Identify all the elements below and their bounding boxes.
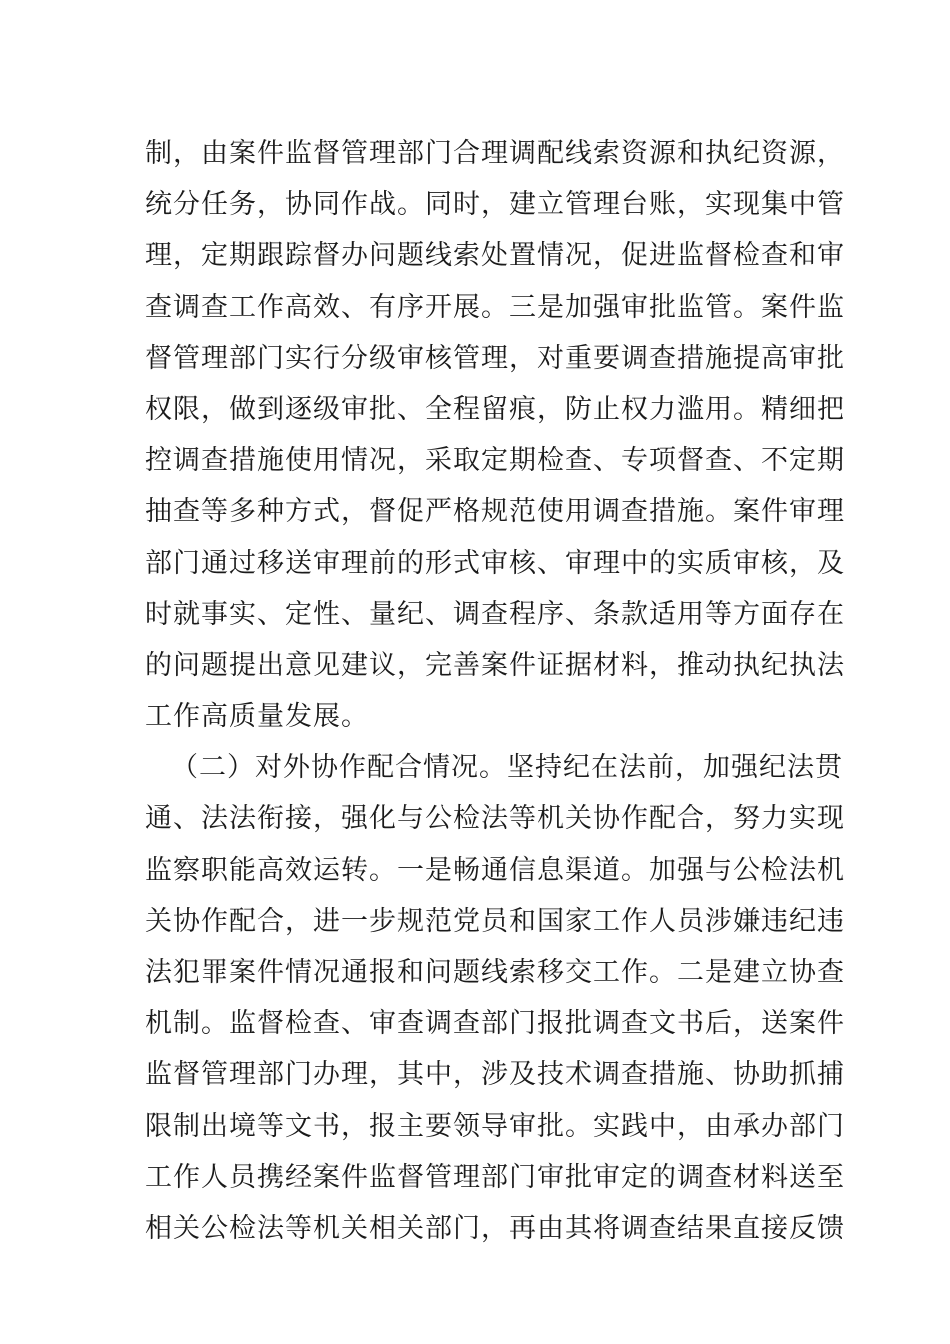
text-line: 法犯罪案件情况通报和问题线索移交工作。二是建立协查 xyxy=(145,957,845,988)
paragraph-start-line: （二）对外协作配合情况。坚持纪在法前，加强纪法贯 xyxy=(171,752,843,784)
text-line: 通、法法衔接，强化与公检法等机关协作配合，努力实现 xyxy=(145,803,845,835)
text-line: 控调查措施使用情况，采取定期检查、专项督查、不定期 xyxy=(145,445,845,477)
text-line: 抽查等多种方式，督促严格规范使用调查措施。案件审理 xyxy=(145,496,845,528)
text-line: 关协作配合，进一步规范党员和国家工作人员涉嫌违纪违 xyxy=(145,905,845,937)
paragraph-end-line: 工作高质量发展。 xyxy=(145,701,369,733)
text-line: 相关公检法等机关相关部门，再由其将调查结果直接反馈 xyxy=(145,1212,845,1244)
text-line: 权限，做到逐级审批、全程留痕，防止权力滥用。精细把 xyxy=(145,393,845,425)
text-line: 时就事实、定性、量纪、调查程序、条款适用等方面存在 xyxy=(145,598,845,630)
text-line: 制，由案件监督管理部门合理调配线索资源和执纪资源， xyxy=(145,138,845,169)
text-line: 督管理部门实行分级审核管理，对重要调查措施提高审批 xyxy=(145,342,845,374)
text-line: 监察职能高效运转。一是畅通信息渠道。加强与公检法机 xyxy=(145,854,845,886)
text-line: 监督管理部门办理，其中，涉及技术调查措施、协助抓捕 xyxy=(145,1059,845,1091)
text-line: 的问题提出意见建议，完善案件证据材料，推动执纪执法 xyxy=(145,649,845,681)
text-line: 限制出境等文书，报主要领导审批。实践中，由承办部门 xyxy=(145,1110,845,1142)
text-line: 查调查工作高效、有序开展。三是加强审批监管。案件监 xyxy=(145,291,845,323)
body-text xyxy=(145,128,845,1254)
text-line: 机制。监督检查、审查调查部门报批调查文书后，送案件 xyxy=(145,1008,845,1040)
text-line: 理，定期跟踪督办问题线索处置情况，促进监督检查和审 xyxy=(145,240,845,272)
text-line: 统分任务，协同作战。同时，建立管理台账，实现集中管 xyxy=(145,189,845,221)
text-line: 部门通过移送审理前的形式审核、审理中的实质审核，及 xyxy=(145,547,845,579)
text-line: 工作人员携经案件监督管理部门审批审定的调查材料送至 xyxy=(145,1161,845,1193)
